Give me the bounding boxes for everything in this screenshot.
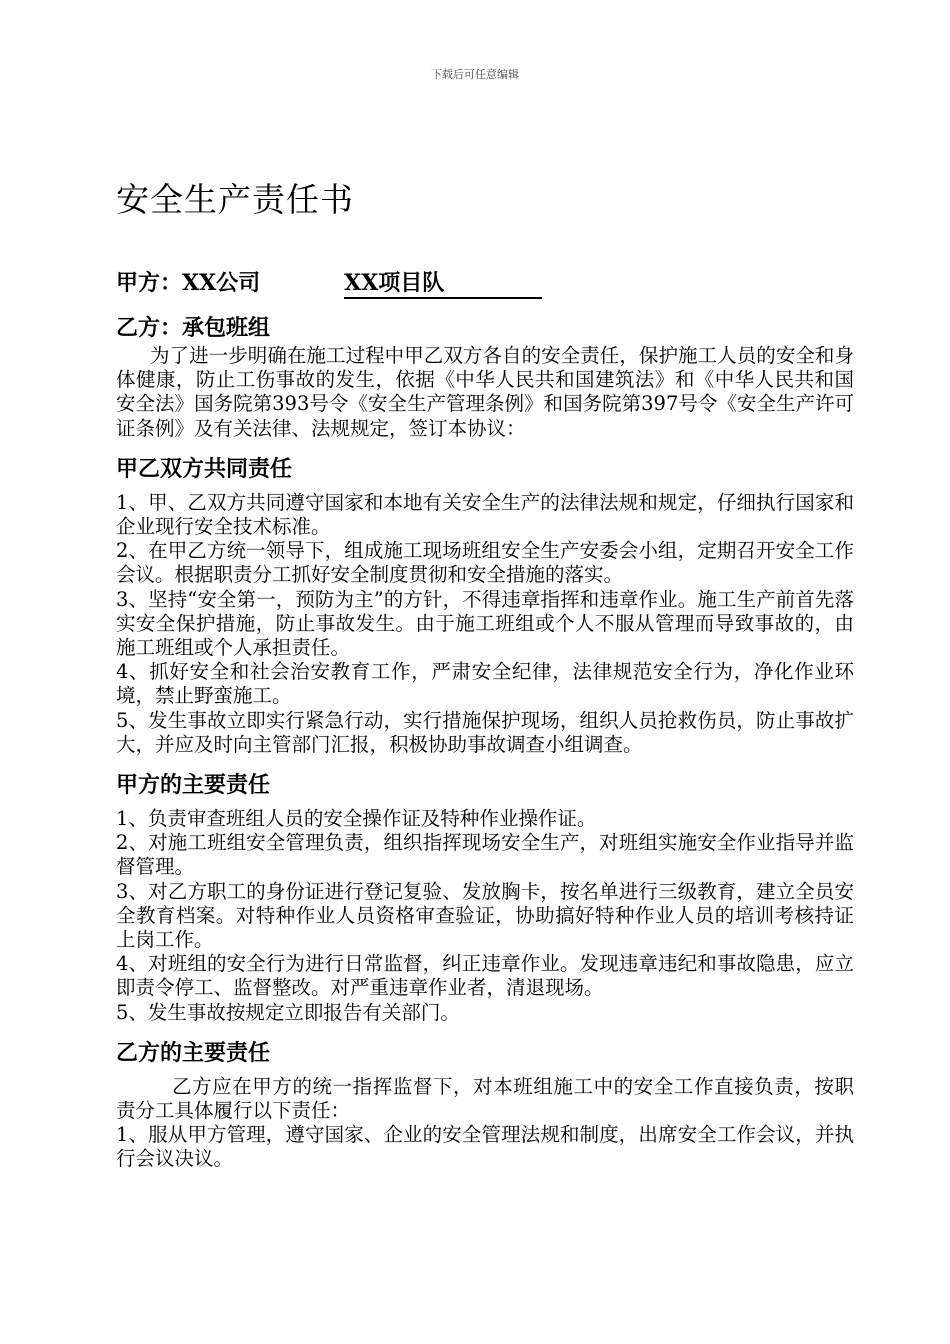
document-body — [116, 170, 854, 1172]
joint-item-5: 5、发生事故立即实行紧急行动，实行措施保护现场，组织人员抢救伤员，防止事故扩大，并应及时向主管部门汇报，积极协助事故调查小组调查。 — [116, 708, 854, 756]
header-note: 下载后可任意编辑 — [431, 68, 519, 81]
document-title: 安全生产责任书 — [116, 180, 354, 219]
party-a-line — [116, 266, 854, 300]
joint-item-1: 1、甲、乙双方共同遵守国家和本地有关安全生产的法律法规和规定，仔细执行国家和企业现行安全技术标准。 — [116, 490, 854, 539]
joint-item-4: 4、抓好安全和社会治安教育工作，严肃安全纪律，法律规范安全行为，净化作业环境，禁止野蛮施工。 — [116, 660, 854, 708]
joint-item-3: 3、坚持“安全第一，预防为主”的方针，不得违章指挥和违章作业。施工生产前首先落实安全保护措施，防止事故发生。由于施工班组或个人不服从管理而导致事故的，由施工班组或个人承担责任。 — [116, 587, 854, 660]
party-b-item-1: 1、服从甲方管理，遵守国家、企业的安全管理法规和制度，出席安全工作会议，并执行会议决议。 — [116, 1123, 854, 1171]
party-b-lead-paragraph: 乙方应在甲方的统一指挥监督下，对本班组施工中的安全工作直接负责，按职责分工具体履行以下责任： — [116, 1074, 854, 1123]
party-a-item-5: 5、发生事故按规定立即报告有关部门。 — [116, 1000, 460, 1024]
party-b-line: 乙方：承包班组 — [116, 315, 271, 341]
party-a-item-3: 3、对乙方职工的身份证进行登记复验、发放胸卡，按名单进行三级教育，建立全员安全教育档案。对特种作业人员资格审查验证，协助搞好特种作业人员的培训考核持证上岗工作。 — [116, 879, 854, 952]
joint-item-2: 2、在甲乙方统一领导下，组成施工现场班组安全生产安委会小组，定期召开安全工作会议。根据职责分工抓好安全制度贯彻和安全措施的落实。 — [116, 539, 854, 587]
party-a-team: XX项目队 — [344, 269, 542, 299]
party-a-item-1: 1、负责审查班组人员的安全操作证及特种作业操作证。 — [116, 807, 597, 831]
section-heading-party-b: 乙方的主要责任 — [116, 1039, 271, 1066]
section-heading-party-a: 甲方的主要责任 — [116, 772, 271, 799]
party-a-item-4: 4、对班组的安全行为进行日常监督，纠正违章作业。发现违章违纪和事故隐患，应立即责令停工、监督整改。对严重违章作业者，清退现场。 — [116, 952, 854, 1000]
party-a-label: 甲方：XX公司 — [116, 270, 261, 296]
section-heading-joint: 甲乙双方共同责任 — [116, 455, 293, 482]
party-a-item-2: 2、对施工班组安全管理负责，组织指挥现场安全生产，对班组实施安全作业指导并监督管理。 — [116, 831, 854, 879]
intro-paragraph: 为了进一步明确在施工过程中甲乙双方各自的安全责任，保护施工人员的安全和身体健康，防止工伤事故的发生，依据《中华人民共和国建筑法》和《中华人民共和国安全法》国务院第393号令《安全生产管理条例》和国务院第397号令《安全生产许可证条例》及有关法律、法规规定，签订本协议： — [116, 344, 854, 440]
